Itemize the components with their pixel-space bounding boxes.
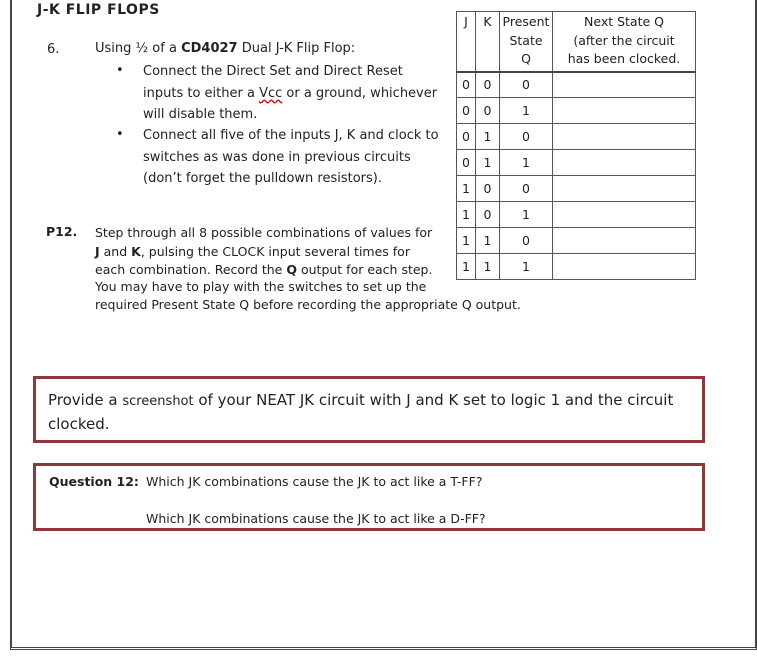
- next-state-cell[interactable]: [553, 228, 696, 254]
- table-row: 1 1 1: [457, 254, 696, 280]
- vcc-term: Vcc: [259, 85, 283, 101]
- item-intro-prefix: Using: [95, 41, 132, 56]
- fraction: ½: [135, 41, 149, 56]
- table-row: 1 0 0: [457, 176, 696, 202]
- next-state-cell[interactable]: [553, 98, 696, 124]
- next-state-cell[interactable]: [553, 72, 696, 98]
- next-state-cell[interactable]: [553, 254, 696, 280]
- p12-line: required Present State Q before recording the appropriate Q output.: [95, 297, 521, 312]
- question-t-ff: Which JK combinations cause the JK to act like a T-FF?: [146, 474, 483, 489]
- bullet-text-part: Connect the Direct Set and Direct Reset inputs to either a: [143, 64, 403, 101]
- table-row: 1 1 0: [457, 228, 696, 254]
- header-k: K: [476, 12, 500, 72]
- header-j: J: [457, 12, 476, 72]
- next-state-cell[interactable]: [553, 176, 696, 202]
- next-state-cell[interactable]: [553, 150, 696, 176]
- header-present-state: Present State Q: [500, 12, 553, 72]
- header-next-state: Next State Q (after the circuit has been clocked.: [553, 12, 696, 72]
- item-intro-of: of a: [152, 41, 177, 56]
- screenshot-text: Provide a: [48, 391, 123, 409]
- screenshot-text: of your NEAT JK circuit with J and K set to logic 1 and the circuit clocked.: [48, 391, 674, 433]
- chip-name: CD4027: [181, 41, 238, 56]
- item-intro-suffix: Dual J-K Flip Flop:: [241, 41, 356, 56]
- p12-line: Step through all 8 possible combinations of values for: [95, 225, 433, 240]
- next-state-cell[interactable]: [553, 202, 696, 228]
- section-title: J-K FLIP FLOPS: [37, 2, 160, 18]
- table-row: 0 0 1: [457, 98, 696, 124]
- item-intro: [95, 41, 355, 56]
- p12-text: [95, 224, 440, 280]
- table-header-row: [457, 12, 696, 72]
- question-label: Question 12:: [49, 474, 139, 489]
- screenshot-word: screenshot: [122, 394, 194, 409]
- bullet-text: Connect all five of the inputs J, K and clock to switches as was done in previous circuits (don’t forget the pulldown resistors).: [143, 128, 439, 186]
- question-box[interactable]: [33, 463, 705, 531]
- question-d-ff: Which JK combinations cause the JK to act like a D-FF?: [146, 511, 486, 526]
- bullet-text: [143, 61, 445, 126]
- next-state-cell[interactable]: [553, 124, 696, 150]
- truth-table: [456, 11, 696, 280]
- table-row: 0 1 1: [457, 150, 696, 176]
- p12-line: J and K, pulsing the CLOCK input several times for: [95, 243, 410, 259]
- table-row: 0 1 0: [457, 124, 696, 150]
- table-row: 0 0 0: [457, 72, 696, 98]
- bullet-dot: •: [116, 127, 124, 142]
- p12-line: You may have to play with the switches to set up the: [95, 279, 427, 294]
- p12-label: P12.: [46, 224, 78, 239]
- bullet-dot: •: [116, 63, 124, 78]
- item-number: 6.: [47, 42, 60, 57]
- table-row: 1 0 1: [457, 202, 696, 228]
- screenshot-box[interactable]: [33, 376, 705, 443]
- bullet-text-part: or a ground, whichever will disable them.: [143, 85, 438, 122]
- p12-line: each combination. Record the Q output for each step.: [95, 262, 433, 277]
